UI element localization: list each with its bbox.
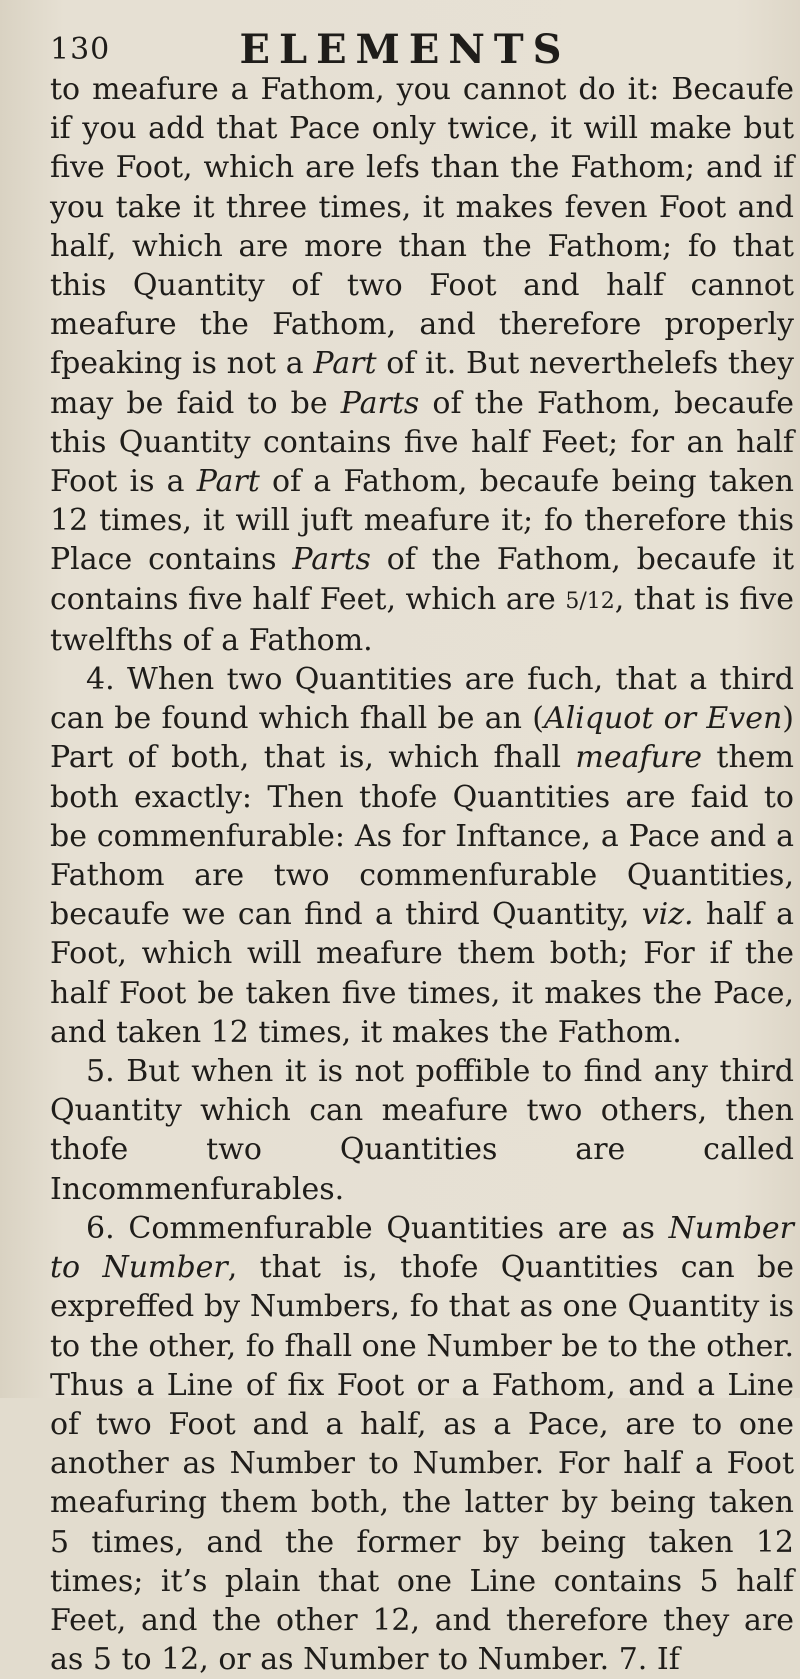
paragraph-continuation: to meafure a Fathom, you cannot do it: Becaufe if you add that Pace only twice, it will make but five Foot, which are lefs than the Fathom; and if you take it three times, it makes feven Foot and half, which are more than the Fathom; fo that this Quantity of two Foot and half cannot meafure the Fathom, and therefore properly fpeaking is not a Part of it. But neverthelefs they may be faid to be Parts of the Fathom, becaufe this Quantity contains five half Feet; for an half Foot is a Part of a Fathom, becaufe being taken 12 times, it will juft meafure it; fo therefore this Place contains Parts of the Fathom, becaufe it contains five half Feet, which are 5/12, that is five twelfths of a Fathom. — [50, 72, 795, 658]
running-head-title: ELEMENTS — [239, 26, 571, 73]
body-text — [50, 70, 794, 1679]
paragraph-number-to-number: 6. Commenfurable Quantities are as Number to Number, that is, thofe Quantities can be expreffed by Numbers, fo that as one Quantity is to the other, fo fhall one Number be to the other. Thus a Line of fix Foot or a Fathom, and a Line of two Foot and a half, as a Pace, are to one another as Number to Number. For half a Foot meafuring them both, the latter by being taken 5 times, and the former by being taken 12 times; it’s plain that one Line contains 5 half Feet, and the other 12, and therefore they are as 5 to 12, or as Number to Number. 7. If — [50, 1210, 794, 1678]
paragraph-aliquot-parts: 4. When two Quantities are fuch, that a third can be found which fhall be an (Aliquot or Even) Part of both, that is, which fhall meafure them both exactly: Then thofe Quantities are faid to be commenfurable: As for Inftance, a Pace and a Fathom are two commenfurable Quantities, becaufe we can find a third Quantity, viz. half a Foot, which will meafure them both; For if the half Foot be taken five times, it makes the Pace, and taken 12 times, it makes the Fathom. — [50, 662, 794, 1050]
italic-term: Parts — [292, 542, 371, 578]
paragraph-incommensurables: 5. But when it is not poffible to find any third Quantity which can meafure two others, then thofe two Quantities are called Incommenfurables. — [50, 1054, 794, 1207]
running-head — [30, 22, 780, 73]
italic-term: Aliquot or Even — [543, 701, 783, 737]
italic-term: meafure — [575, 740, 702, 776]
page-number: 130 — [50, 32, 111, 67]
italic-term: Parts — [340, 385, 420, 421]
italic-term: viz. — [641, 897, 694, 933]
italic-term: Part — [196, 464, 260, 500]
italic-term: Number to Number — [50, 1210, 794, 1286]
italic-term: Part — [313, 346, 377, 382]
fraction: 5/12 — [565, 588, 615, 614]
